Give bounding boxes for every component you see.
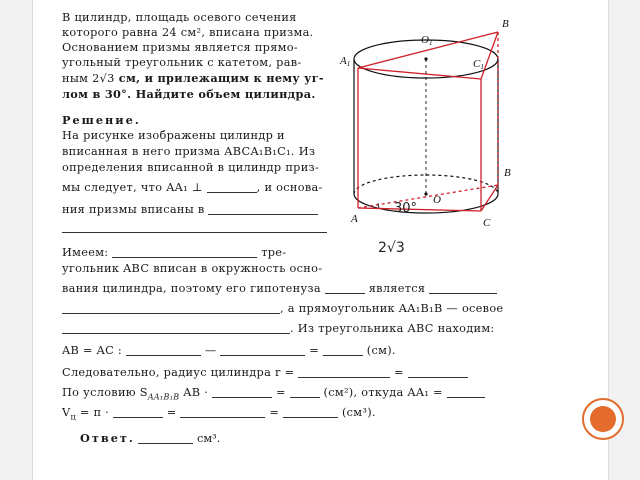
blank-field	[62, 303, 280, 314]
solution-line-10	[62, 301, 503, 316]
aa1-label: (см²), откуда AA₁ =	[323, 386, 443, 399]
edge-c1b	[481, 32, 498, 79]
center-o-dot	[424, 192, 427, 195]
solution-line-4-start: мы следует, что AA₁ ⊥	[62, 181, 203, 194]
equals-sign: =	[394, 366, 404, 379]
have-label: Имеем:	[62, 246, 109, 259]
blank-field	[290, 387, 320, 398]
blank-field	[112, 247, 257, 258]
ab-product: AB ·	[183, 386, 209, 399]
edge-ab	[358, 185, 498, 208]
label-c: C	[483, 217, 491, 229]
blank-field	[207, 182, 257, 193]
unit-cm3: (см³).	[341, 406, 376, 419]
blank-field	[113, 407, 163, 418]
blank-field	[180, 407, 265, 418]
answer-blank	[138, 433, 193, 444]
label-a1: A1	[340, 55, 351, 68]
solution-line-5-start: ния призмы вписаны в	[62, 203, 205, 216]
problem-line-3: Основанием призмы является прямо-	[62, 41, 298, 54]
solution-line-11-text: . Из треугольника ABC находим:	[290, 322, 495, 335]
problem-line-5	[62, 71, 324, 86]
problem-line-5-start: ным 2√3	[62, 72, 115, 85]
ab-ac-label: AB = AC :	[62, 344, 123, 357]
unit-cm: (см).	[366, 344, 396, 357]
solution-heading: Решение.	[62, 113, 141, 127]
blank-field	[323, 345, 363, 356]
center-o1-dot	[424, 57, 427, 60]
solution-line-13	[62, 365, 468, 380]
edge-cb	[481, 185, 498, 211]
equals-sign: =	[275, 386, 286, 399]
blank-field	[208, 204, 318, 215]
blank-field	[298, 367, 390, 378]
blank-field	[126, 345, 201, 356]
solution-line-5	[62, 202, 318, 217]
volume-label: V	[62, 406, 71, 419]
solution-line-8: угольник ABC вписан в окружность осно-	[62, 262, 323, 275]
solution-line-9-start: вания цилиндра, поэтому его гипотенуза	[62, 282, 321, 295]
problem-line-2: которого равна 24 см², вписана призма.	[62, 26, 314, 39]
equals-sign: =	[269, 406, 280, 419]
solution-line-11	[62, 321, 495, 336]
answer-unit: см³.	[197, 432, 221, 445]
volume-subscript: ц	[70, 412, 76, 422]
problem-line-1: В цилиндр, площадь осевого сечения	[62, 11, 297, 24]
cylinder-prism-figure	[338, 12, 528, 230]
angle-label: 30°	[394, 201, 418, 216]
slide-decoration-circle	[582, 398, 624, 440]
blank-field	[283, 407, 338, 418]
solution-line-4	[62, 180, 323, 195]
equals-sign: =	[166, 406, 177, 419]
solution-line-9-mid: является	[368, 282, 426, 295]
solution-line-14	[62, 385, 485, 404]
blank-field	[408, 367, 468, 378]
blank-field	[212, 387, 272, 398]
condition-subscript: AA₁B₁B	[147, 392, 180, 402]
solution-line-9	[62, 281, 497, 296]
solution-line-2: вписанная в него призма ABCA₁B₁C₁. Из	[62, 145, 316, 158]
label-b-top: B	[502, 18, 509, 30]
condition-label: По условию S	[62, 386, 148, 399]
equals-sign: =	[309, 344, 319, 357]
edge-ac	[358, 208, 481, 211]
label-o: O	[433, 194, 441, 206]
problem-line-4: угольный треугольник с катетом, рав-	[62, 56, 302, 69]
solution-line-15	[62, 405, 376, 424]
blank-field	[447, 387, 485, 398]
solution-line-3: определения вписанной в цилиндр приз-	[62, 161, 320, 174]
solution-line-12: AB = AC : — = (см).	[62, 344, 396, 357]
label-a: A	[351, 213, 358, 225]
blank-field	[325, 283, 365, 294]
blank-line	[62, 232, 327, 233]
blank-field	[220, 345, 305, 356]
solution-line-1: На рисунке изображены цилиндр и	[62, 129, 285, 142]
solution-line-10-text: , а прямоугольник AA₁B₁B — осевое	[280, 302, 504, 315]
slide-left-border	[0, 0, 33, 480]
radius-label: Следовательно, радиус цилиндра r =	[62, 366, 295, 379]
answer-heading: Ответ.	[80, 431, 135, 445]
label-c1: C1	[473, 58, 484, 71]
blank-field	[429, 283, 497, 294]
label-o1: O1	[421, 34, 433, 47]
problem-line-5-end: см, и прилежащим к нему уг-	[114, 71, 324, 85]
angle-arc	[378, 203, 379, 208]
pi-label: = π ·	[75, 406, 109, 419]
side-length-label: 2√3	[378, 240, 405, 256]
problem-line-6: лом в 30°. Найдите объем цилиндра.	[62, 87, 316, 101]
blank-field	[62, 323, 290, 334]
have-tail: тре-	[261, 246, 287, 259]
label-b-bottom: B	[504, 167, 511, 179]
have-line	[62, 245, 286, 260]
solution-line-4-end: , и основа-	[256, 181, 323, 194]
answer-line	[80, 431, 220, 446]
